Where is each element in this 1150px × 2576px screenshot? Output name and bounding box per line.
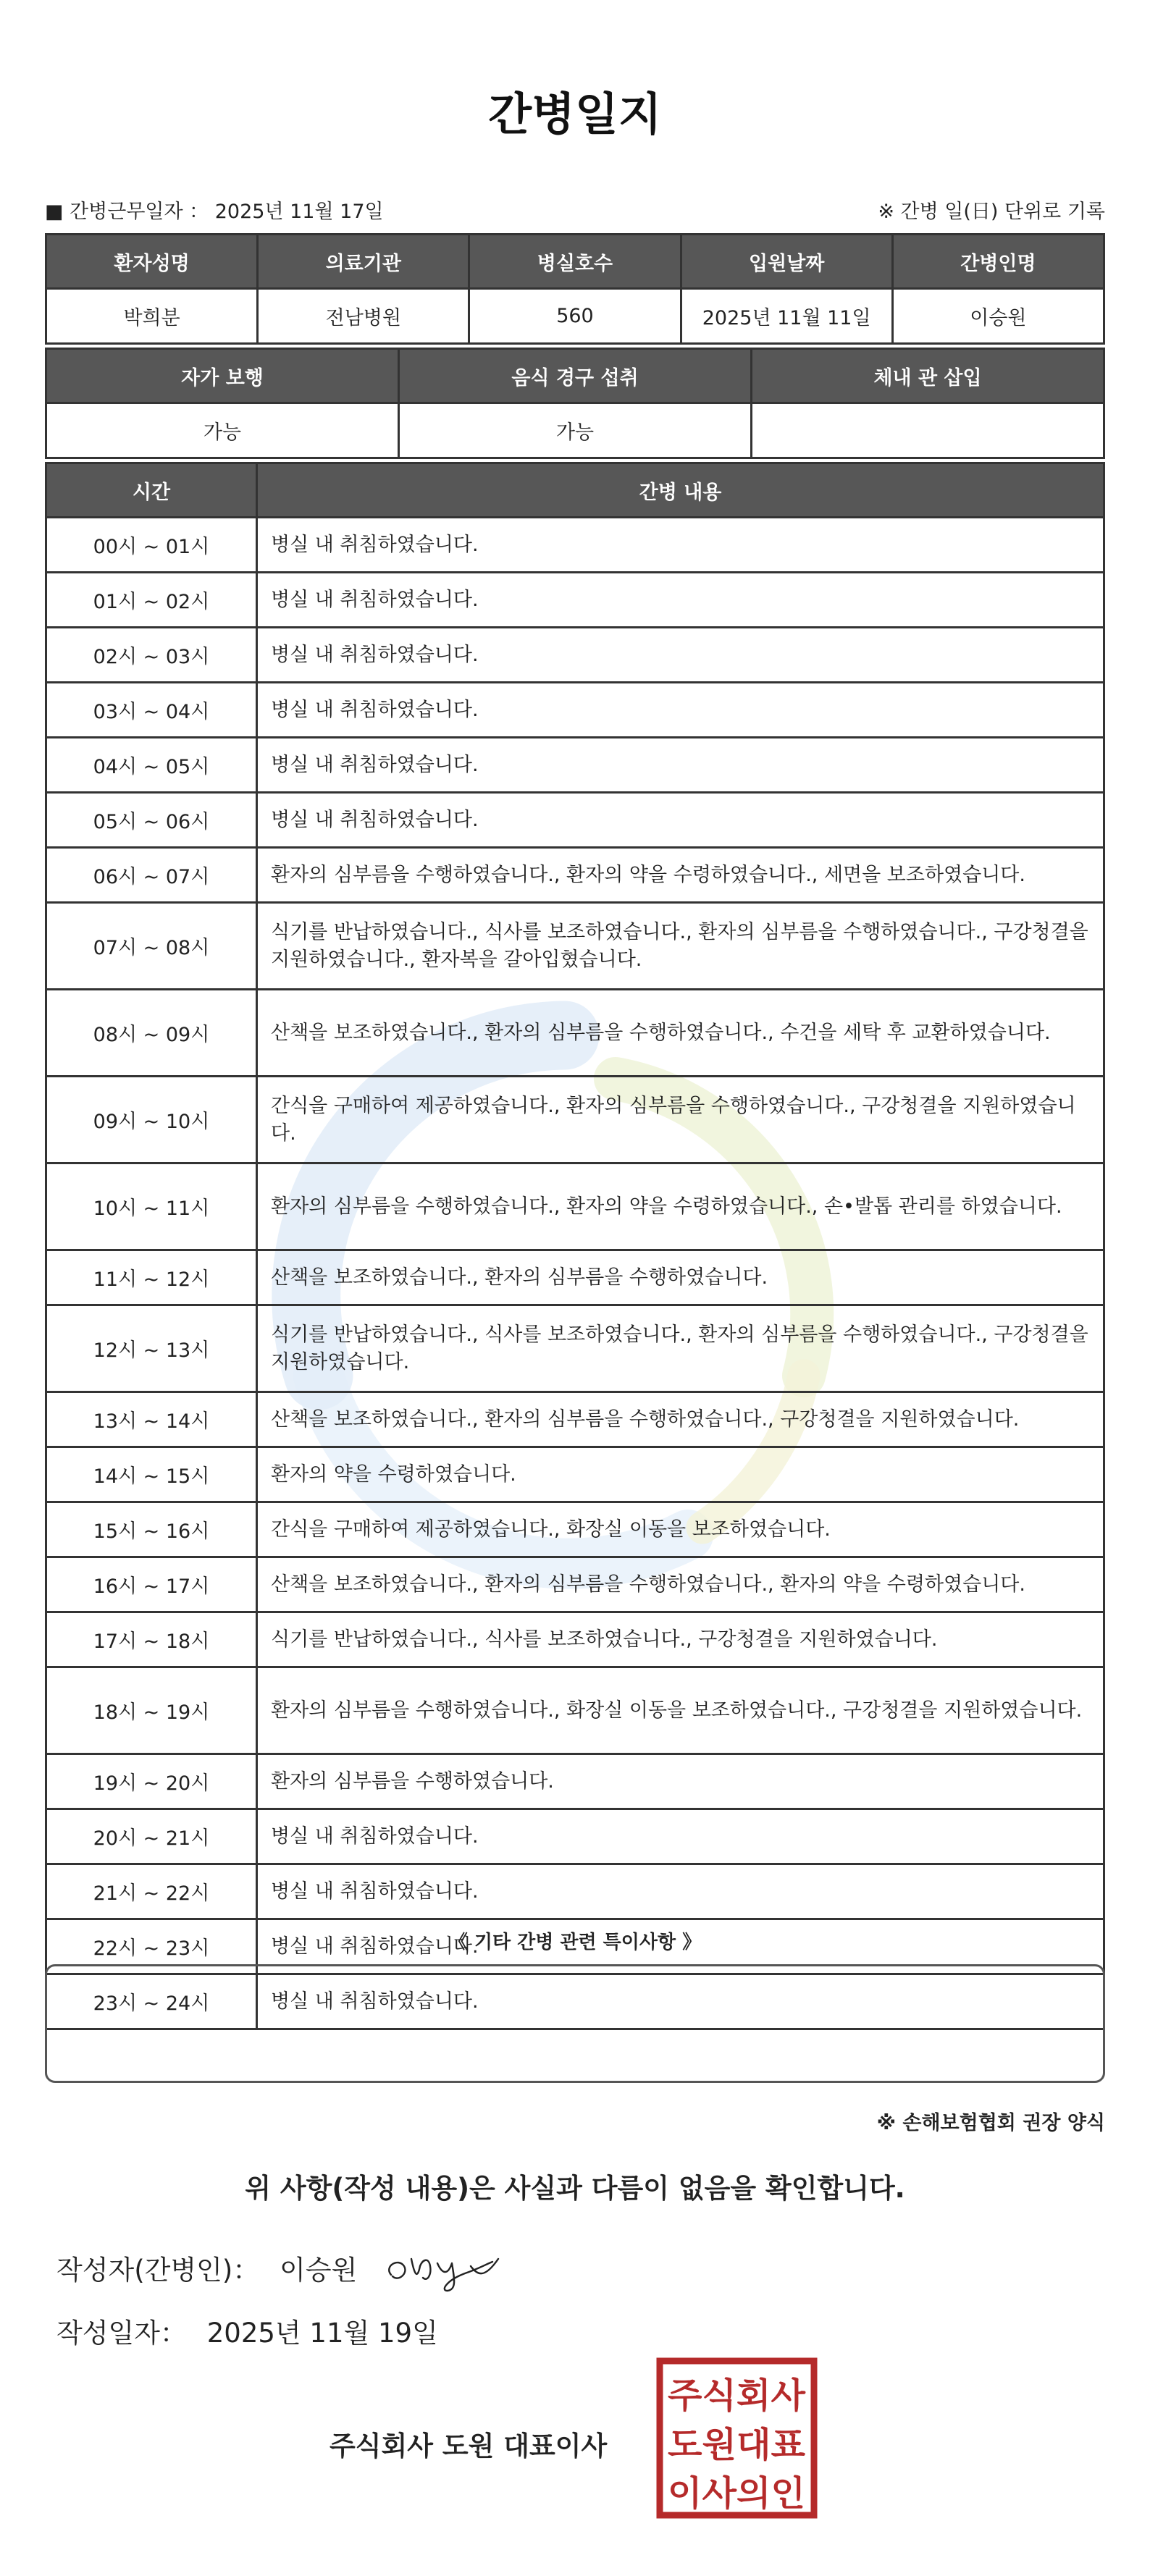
room-number: 560 (469, 289, 681, 344)
company-signatory: 주식회사 도원 대표이사 (330, 2430, 608, 2462)
log-time: 03시 ~ 04시 (46, 683, 257, 738)
svg-text:이사의인: 이사의인 (668, 2473, 805, 2514)
header-room: 병실호수 (469, 235, 681, 289)
table-row (46, 1447, 1104, 1502)
log-time: 22시 ~ 23시 (46, 1919, 257, 1974)
header-admission-date: 입원날짜 (681, 235, 892, 289)
log-content: 병실 내 취침하였습니다. (257, 738, 1104, 793)
log-time: 02시 ~ 03시 (46, 628, 257, 683)
log-content: 산책을 보조하였습니다., 환자의 심부름을 수행하였습니다., 환자의 약을 수령하였습니다. (257, 1557, 1104, 1612)
log-time: 06시 ~ 07시 (46, 848, 257, 903)
log-content: 환자의 심부름을 수행하였습니다., 환자의 약을 수령하였습니다., 손•발톱 관리를 하였습니다. (257, 1163, 1104, 1250)
caregiver-name: 이승원 (892, 289, 1104, 344)
log-content: 식기를 반납하였습니다., 식사를 보조하였습니다., 환자의 심부름을 수행하였습니다., 구강청결을 지원하였습니다. (257, 1305, 1104, 1392)
walking-status: 가능 (46, 403, 399, 458)
log-time: 01시 ~ 02시 (46, 573, 257, 628)
header-walking: 자가 보행 (46, 349, 399, 403)
table-row (46, 1392, 1104, 1447)
care-log-table (45, 462, 1105, 2030)
header-content: 간병 내용 (257, 463, 1104, 518)
table-row (46, 738, 1104, 793)
log-content: 산책을 보조하였습니다., 환자의 심부름을 수행하였습니다., 수건을 세탁 후 교환하였습니다. (257, 990, 1104, 1077)
log-time: 13시 ~ 14시 (46, 1392, 257, 1447)
confirm-statement: 위 사항(작성 내용)은 사실과 다름이 없음을 확인합니다. (245, 2173, 905, 2204)
table-row (46, 1667, 1104, 1754)
log-time: 10시 ~ 11시 (46, 1163, 257, 1250)
log-content: 병실 내 취침하였습니다. (257, 793, 1104, 848)
log-time: 15시 ~ 16시 (46, 1502, 257, 1557)
table-row (46, 683, 1104, 738)
admission-date: 2025년 11월 11일 (681, 289, 892, 344)
header-patient-name: 환자성명 (46, 235, 258, 289)
log-content: 환자의 심부름을 수행하였습니다., 환자의 약을 수령하였습니다., 세면을 보조하였습니다. (257, 848, 1104, 903)
svg-text:도원대표: 도원대표 (668, 2425, 806, 2465)
log-content: 식기를 반납하였습니다., 식사를 보조하였습니다., 구강청결을 지원하였습니다. (257, 1612, 1104, 1667)
header-caregiver: 간병인명 (892, 235, 1104, 289)
log-time: 09시 ~ 10시 (46, 1077, 257, 1163)
table-row (46, 793, 1104, 848)
status-table (45, 348, 1105, 459)
notes-heading: 《 기타 간병 관련 특이사항 》 (448, 1932, 702, 1953)
oral-intake-status: 가능 (399, 403, 752, 458)
table-row (46, 848, 1104, 903)
header-time: 시간 (46, 463, 257, 518)
log-content: 간식을 구매하여 제공하였습니다., 환자의 심부름을 수행하였습니다., 구강청결을 지원하였습니다. (257, 1077, 1104, 1163)
log-content: 간식을 구매하여 제공하였습니다., 화장실 이동을 보조하였습니다. (257, 1502, 1104, 1557)
table-row (46, 1250, 1104, 1305)
table-row (46, 1502, 1104, 1557)
log-content: 환자의 심부름을 수행하였습니다. (257, 1754, 1104, 1809)
log-content: 산책을 보조하였습니다., 환자의 심부름을 수행하였습니다., 구강청결을 지원하였습니다. (257, 1392, 1104, 1447)
log-time: 08시 ~ 09시 (46, 990, 257, 1077)
table-row (46, 990, 1104, 1077)
notes-box (45, 1964, 1105, 2083)
log-content: 산책을 보조하였습니다., 환자의 심부름을 수행하였습니다. (257, 1250, 1104, 1305)
record-note: ※ 간병 일(日) 단위로 기록 (878, 201, 1105, 223)
log-time: 04시 ~ 05시 (46, 738, 257, 793)
table-row (46, 1754, 1104, 1809)
writer-line (56, 2248, 357, 2287)
log-content: 병실 내 취침하였습니다. (257, 573, 1104, 628)
table-row (46, 518, 1104, 573)
log-time: 21시 ~ 22시 (46, 1864, 257, 1919)
writer-name: 이승원 (280, 2255, 358, 2286)
table-row (46, 1305, 1104, 1392)
table-row (46, 1809, 1104, 1864)
company-seal (655, 2357, 818, 2520)
log-time: 16시 ~ 17시 (46, 1557, 257, 1612)
log-time: 12시 ~ 13시 (46, 1305, 257, 1392)
signature (377, 2237, 521, 2295)
log-content: 환자의 약을 수령하였습니다. (257, 1447, 1104, 1502)
page-title: 간병일지 (488, 88, 662, 140)
log-time: 17시 ~ 18시 (46, 1612, 257, 1667)
log-content: 병실 내 취침하였습니다. (257, 683, 1104, 738)
table-row (46, 1077, 1104, 1163)
table-row (46, 903, 1104, 990)
table-row (46, 1864, 1104, 1919)
log-content: 식기를 반납하였습니다., 식사를 보조하였습니다., 환자의 심부름을 수행하였습니다., 구강청결을 지원하였습니다., 환자복을 갈아입혔습니다. (257, 903, 1104, 990)
log-content: 병실 내 취침하였습니다. (257, 1864, 1104, 1919)
log-content: 병실 내 취침하였습니다. (257, 1974, 1104, 2029)
table-row (46, 1557, 1104, 1612)
write-date-line (56, 2311, 438, 2350)
patient-info-table (45, 233, 1105, 345)
header-tube: 체내 관 삽입 (752, 349, 1104, 403)
tube-status (752, 403, 1104, 458)
log-time: 19시 ~ 20시 (46, 1754, 257, 1809)
log-time: 14시 ~ 15시 (46, 1447, 257, 1502)
patient-name: 박희분 (46, 289, 258, 344)
table-row (46, 628, 1104, 683)
form-note: ※ 손해보험협회 권장 양식 (876, 2112, 1105, 2134)
log-time: 20시 ~ 21시 (46, 1809, 257, 1864)
header-oral-intake: 음식 경구 섭취 (399, 349, 752, 403)
log-time: 23시 ~ 24시 (46, 1974, 257, 2029)
care-date: ■ 간병근무일자 ： 2025년 11월 17일 (45, 201, 384, 223)
log-content: 병실 내 취침하였습니다. (257, 518, 1104, 573)
writer-label: 작성자(간병인)： (56, 2255, 260, 2286)
log-time: 00시 ~ 01시 (46, 518, 257, 573)
table-row (46, 1612, 1104, 1667)
hospital-name: 전남병원 (258, 289, 469, 344)
log-time: 18시 ~ 19시 (46, 1667, 257, 1754)
table-row (46, 573, 1104, 628)
write-date-label: 작성일자： (56, 2318, 187, 2349)
svg-text:주식회사: 주식회사 (668, 2375, 806, 2416)
table-row (46, 1163, 1104, 1250)
header-hospital: 의료기관 (258, 235, 469, 289)
log-time: 11시 ~ 12시 (46, 1250, 257, 1305)
log-time: 05시 ~ 06시 (46, 793, 257, 848)
log-content: 병실 내 취침하였습니다. (257, 1809, 1104, 1864)
log-time: 07시 ~ 08시 (46, 903, 257, 990)
log-content: 병실 내 취침하였습니다. (257, 628, 1104, 683)
write-date-value: 2025년 11월 19일 (206, 2318, 438, 2349)
log-content: 병실 내 취침하였습니다. (257, 1919, 1104, 1974)
log-content: 환자의 심부름을 수행하였습니다., 화장실 이동을 보조하였습니다., 구강청결을 지원하였습니다. (257, 1667, 1104, 1754)
